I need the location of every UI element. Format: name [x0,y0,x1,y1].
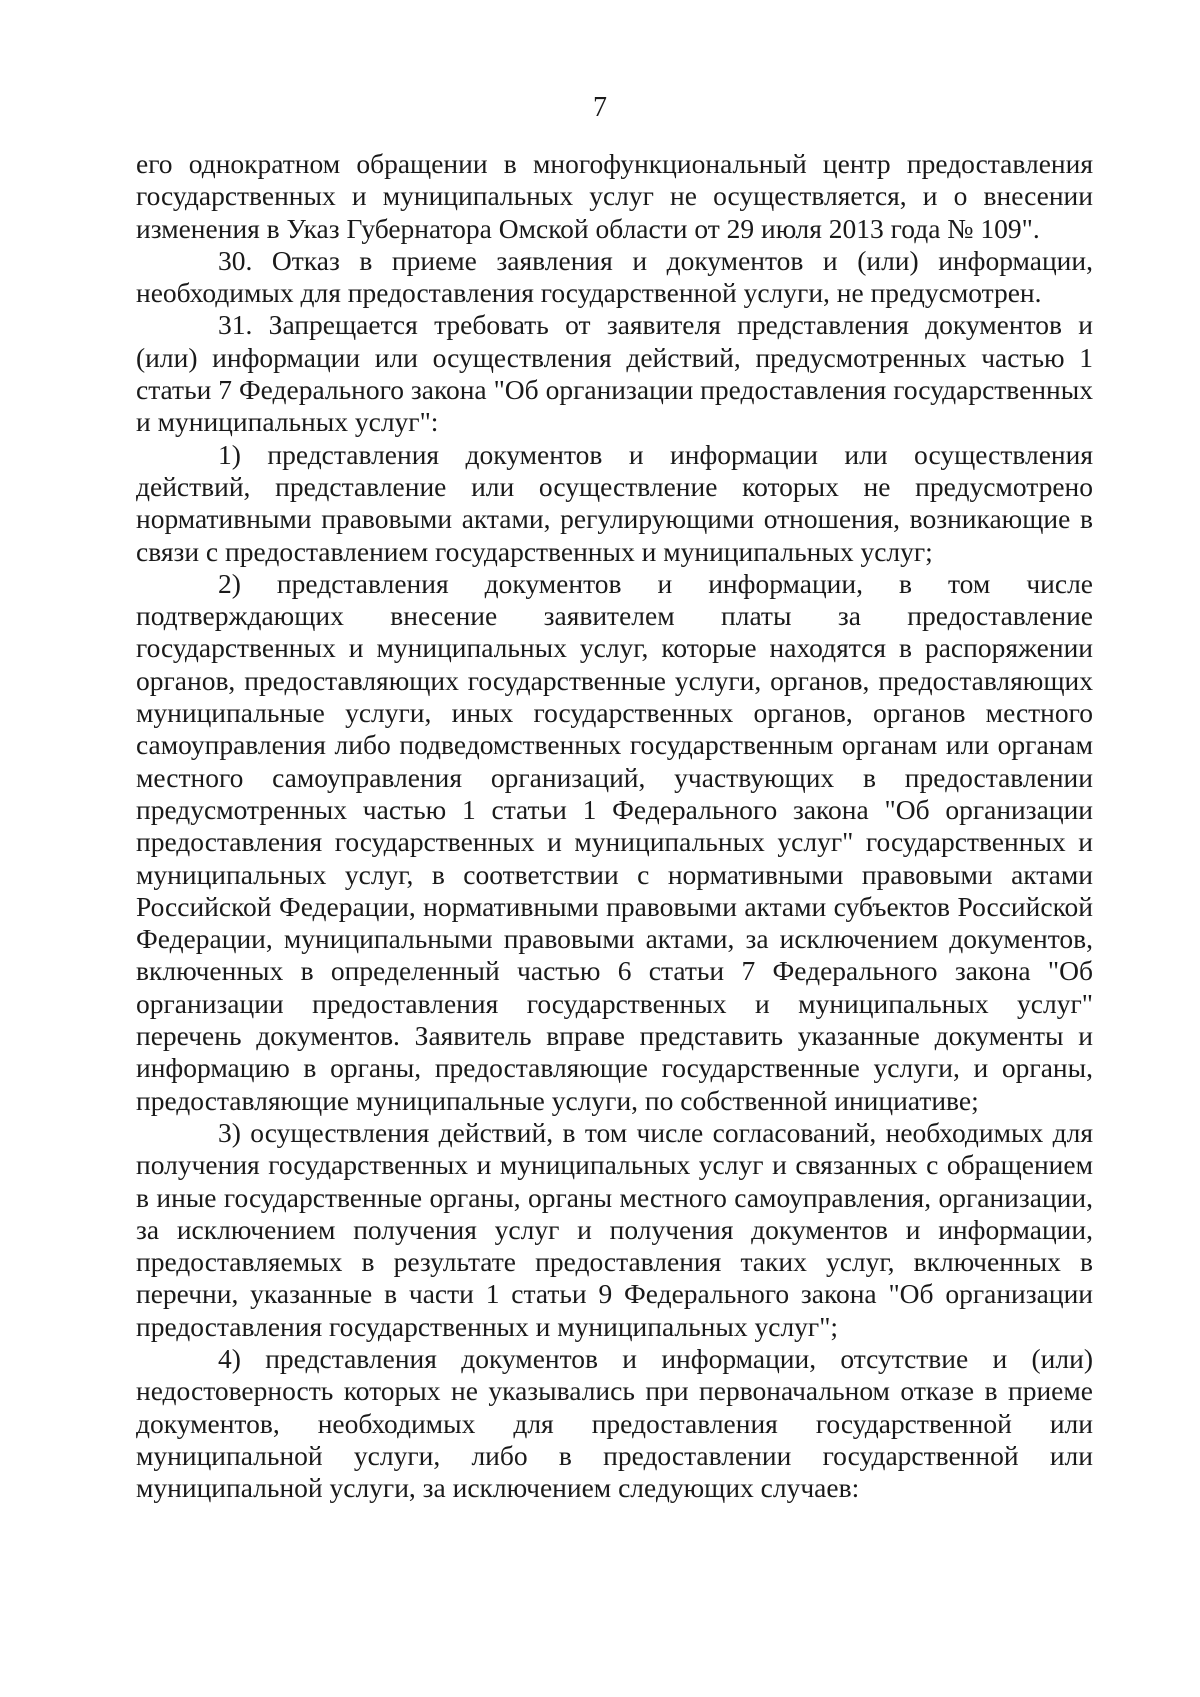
paragraph-item-31: 31. Запрещается требовать от заявителя представления документов и (или) информации или осуществления действий, предусмотренных частью 1 статьи 7 Федерального закона "Об организации предоставления государственных и муниципальных услуг": [136,309,1093,438]
paragraph-item-30: 30. Отказ в приеме заявления и документов и (или) информации, необходимых для предоставления государственной услуги, не предусмотрен. [136,244,1093,309]
subitem-1: 1) представления документов и информации или осуществления действий, представление или осуществление которых не предусмотрено нормативными правовыми актами, регулирующими отношения, возникающие в связи с предоставлением государственных и муниципальных услуг; [136,438,1093,567]
subitem-3: 3) осуществления действий, в том числе согласований, необходимых для получения государственных и муниципальных услуг и связанных с обращением в иные государственные органы, органы местного самоуправления, организации, за исключением получения услуг и получения документов и информации, предоставляемых в результате предоставления таких услуг, включенных в перечни, указанные в части 1 статьи 9 Федерального закона "Об организации предоставления государственных и муниципальных услуг"; [136,1116,1093,1342]
paragraph-continuation: его однократном обращении в многофункциональный центр предоставления государственных и муниципальных услуг не осуществляется, и о внесении изменения в Указ Губернатора Омской области от 29 июля 2013 года № 109". [136,148,1093,244]
document-body [136,148,1093,1504]
subitem-2: 2) представления документов и информации, в том числе подтверждающих внесение заявителем платы за предоставление государственных и муниципальных услуг, которые находятся в распоряжении органов, предоставляющих государственные услуги, органов, предоставляющих муниципальные услуги, иных государственных органов, органов местного самоуправления либо подведомственных государственным органам или органам местного самоуправления организаций, участвующих в предоставлении предусмотренных частью 1 статьи 1 Федерального закона "Об организации предоставления государственных и муниципальных услуг" государственных и муниципальных услуг, в соответствии с нормативными правовыми актами Российской Федерации, нормативными правовыми актами субъектов Российской Федерации, муниципальными правовыми актами, за исключением документов, включенных в определенный частью 6 статьи 7 Федерального закона "Об организации предоставления государственных и муниципальных услуг" перечень документов. Заявитель вправе представить указанные документы и информацию в органы, предоставляющие государственные услуги, и органы, предоставляющие муниципальные услуги, по собственной инициативе; [136,567,1093,1116]
page-number: 7 [593,92,607,123]
subitem-4: 4) представления документов и информации, отсутствие и (или) недостоверность которых не указывались при первоначальном отказе в приеме документов, необходимых для предоставления государственной или муниципальной услуги, либо в предоставлении государственной или муниципальной услуги, за исключением следующих случаев: [136,1342,1093,1504]
